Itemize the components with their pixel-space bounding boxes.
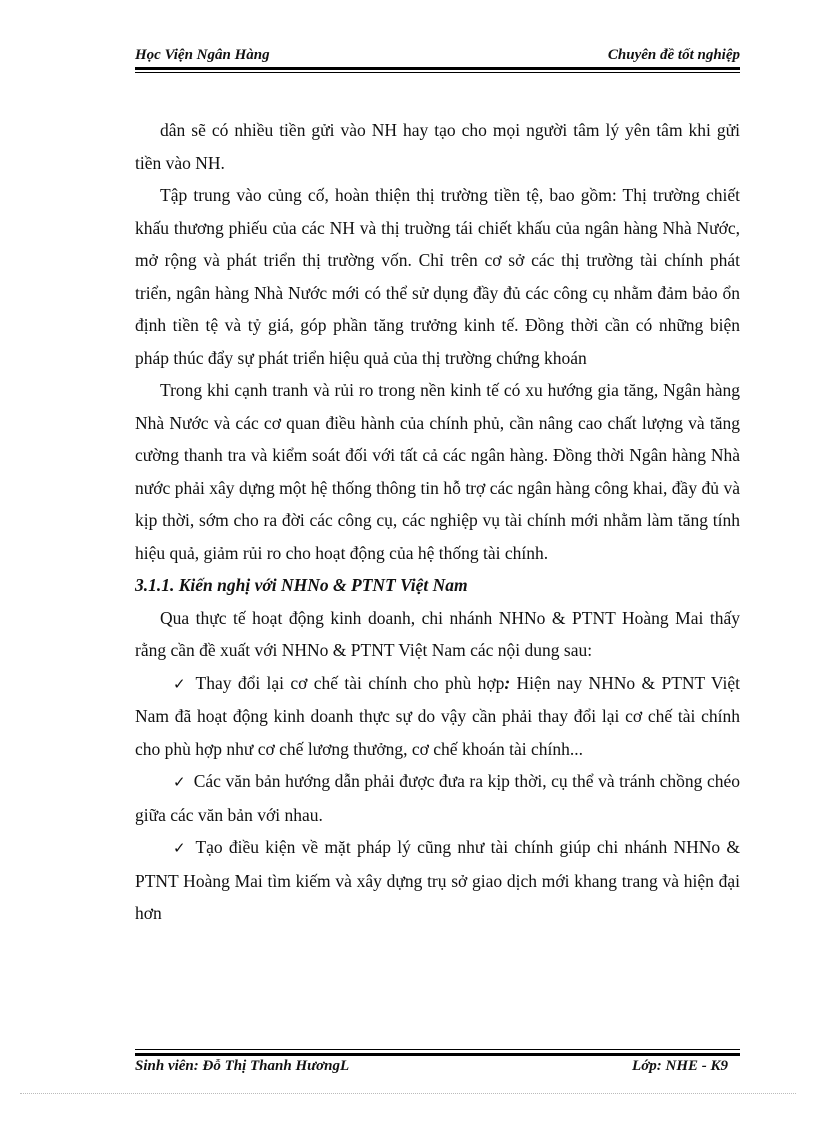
footer-student: Sinh viên: Đỗ Thị Thanh HươngL [135, 1058, 350, 1074]
header-rule-thin [135, 72, 740, 73]
bullet-1-lead: Thay đổi lại cơ chế tài chính cho phù hợp [195, 672, 505, 693]
footer-rule-thin [135, 1049, 740, 1050]
bullet-2-text: Các văn bản hướng dẫn phải được đưa ra kịp thời, cụ thể và tránh chồng chéo giữa các văn bản với nhau. [135, 771, 740, 825]
header-school: Học Viện Ngân Hàng [135, 47, 270, 63]
paragraph-2: Tập trung vào củng cố, hoàn thiện thị trường tiền tệ, bao gồm: Thị trường chiết khấu thương phiếu của các NH và thị truờng tái chiết khấu của ngân hàng Nhà Nước, mở rộng và phát triển thị trường vốn. Chỉ trên cơ sở các thị trường tài chính phát triển, ngân hàng Nhà Nước mới có thể sử dụng đầy đủ các công cụ nhằm đảm bảo ổn định tiền tệ và tỷ giá, góp phần tăng trưởng kinh tế. Đồng thời cần có những biện pháp thúc đẩy sự phát triển hiệu quả của thị trường chứng khoán [135, 185, 740, 368]
bullet-item-3 [135, 831, 740, 930]
checkmark-icon: ✓ [173, 839, 188, 857]
paragraph-3: Trong khi cạnh tranh và rủi ro trong nền kinh tế có xu hướng gia tăng, Ngân hàng Nhà Nước và các cơ quan điều hành của chính phủ, cần nâng cao chất lượng và tăng cường thanh tra và kiểm soát đối với tất cả các ngân hàng. Đồng thời Ngân hàng Nhà nước phải xây dựng một hệ thống thông tin hỗ trợ các ngân hàng công khai, đầy đủ và kịp thời, sớm cho ra đời các công cụ, các nghiệp vụ tài chính mới nhằm làm tăng tính hiệu quả, giảm rủi ro cho hoạt động của hệ thống tài chính. [135, 380, 740, 563]
footer-rule-thick [135, 1053, 740, 1056]
paragraph-1: dân sẽ có nhiều tiền gửi vào NH hay tạo cho mọi người tâm lý yên tâm khi gửi tiền vào NH. [135, 120, 740, 173]
page-body [135, 114, 740, 930]
bullet-item-1 [135, 667, 740, 766]
bullet-1-text: Hiện nay NHNo & PTNT Việt Nam đã hoạt động kinh doanh thực sự do vậy cần phải thay đổi lại cơ chế tài chính cho phù hợp như cơ chế lương thưởng, cơ chế khoán tài chính... [135, 672, 740, 759]
bullet-1-colon: : [504, 672, 511, 693]
header-doc-type: Chuyên đề tốt nghiệp [607, 47, 740, 63]
page-header [135, 47, 740, 64]
footer-class: Lớp: NHE - K9 [632, 1058, 728, 1074]
section-heading: 3.1.1. Kiến nghị với NHNo & PTNT Việt Nam [135, 575, 468, 595]
bullet-item-2 [135, 765, 740, 831]
page-footer [135, 1058, 740, 1075]
paragraph-4: Qua thực tế hoạt động kinh doanh, chi nhánh NHNo & PTNT Hoàng Mai thấy rằng cần đề xuất với NHNo & PTNT Việt Nam các nội dung sau: [135, 607, 740, 660]
checkmark-icon: ✓ [173, 773, 186, 791]
bullet-3-text: Tạo điều kiện về mặt pháp lý cũng như tài chính giúp chi nhánh NHNo & PTNT Hoàng Mai tìm kiếm và xây dựng trụ sở giao dịch mới khang trang và hiện đại hơn [135, 837, 740, 923]
header-rule-thick [135, 67, 740, 70]
page-boundary [20, 1093, 796, 1094]
checkmark-icon: ✓ [173, 674, 188, 693]
